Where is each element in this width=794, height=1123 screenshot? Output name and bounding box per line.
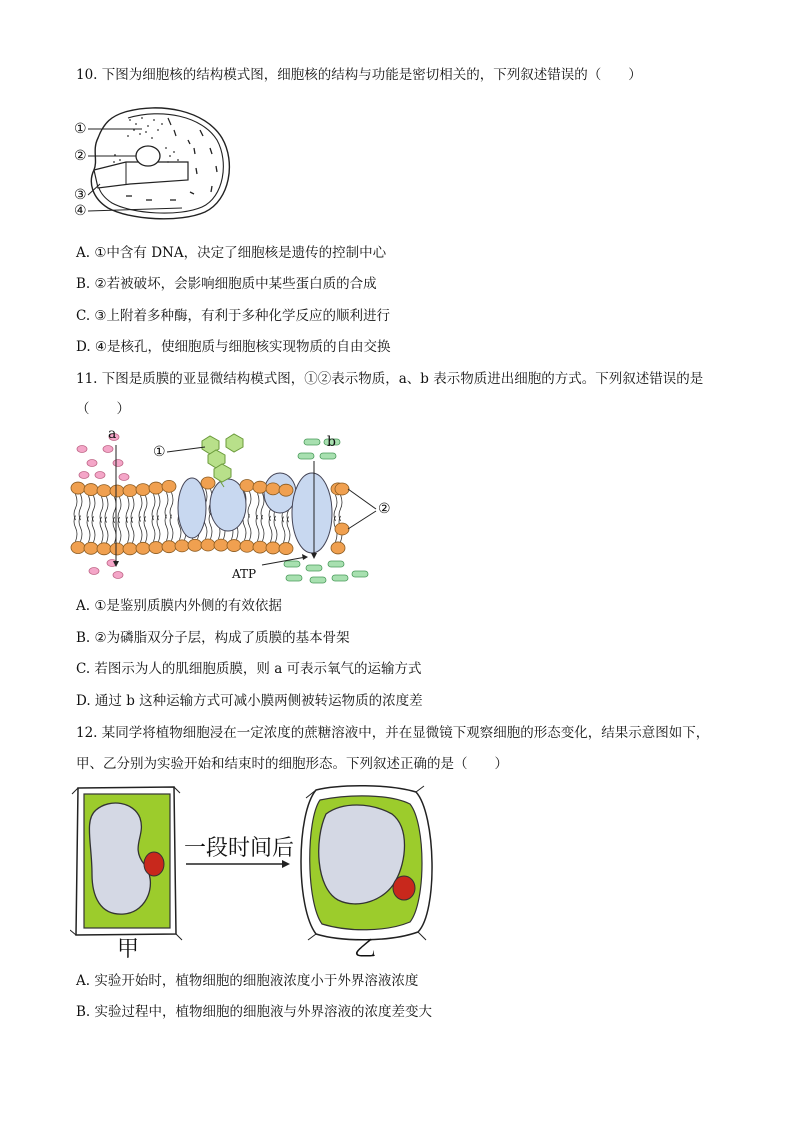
phospholipid-head xyxy=(97,543,111,555)
phospholipid-tail xyxy=(105,517,108,543)
phospholipid-head xyxy=(110,485,124,497)
phospholipid-tail xyxy=(87,516,90,542)
q10-stem: 10. 下图为细胞核的结构模式图，细胞核的结构与功能是密切相关的，下列叙述错误的（ ） xyxy=(76,67,642,83)
q12-arrow-text: 一段时间后 xyxy=(184,836,295,861)
phospholipid-head xyxy=(136,484,150,496)
q11-label-atp: ATP xyxy=(232,567,257,581)
phospholipid-tail xyxy=(87,496,90,522)
phospholipid-tail xyxy=(274,516,277,542)
phospholipid-head xyxy=(149,542,163,554)
phospholipid-tail xyxy=(92,516,95,542)
phospholipid-head xyxy=(188,539,202,551)
phospholipid-head xyxy=(71,542,85,554)
q11-option-d: D. 通过 b 这种运输方式可减小膜两侧被转运物质的浓度差 xyxy=(76,693,423,709)
q12-stem-line2: 甲、乙分别为实验开始和结束时的细胞形态。下列叙述正确的是（ ） xyxy=(76,756,508,772)
phospholipid-tail xyxy=(248,492,251,518)
q10-option-d: D. ④是核孔，使细胞质与细胞核实现物质的自由交换 xyxy=(76,339,391,355)
plasma-membrane-diagram xyxy=(70,425,410,585)
phospholipid-head xyxy=(240,540,254,552)
phospholipid-head xyxy=(279,484,293,496)
q12-option-b: B. 实验过程中，植物细胞的细胞液与外界溶液的浓度差变大 xyxy=(76,1004,433,1020)
q11-option-c: C. 若图示为人的肌细胞质膜，则 a 可表示氧气的运输方式 xyxy=(76,661,422,677)
phospholipid-tail xyxy=(126,517,129,543)
phospholipid-head xyxy=(279,543,293,555)
phospholipid-head xyxy=(123,485,137,497)
phospholipid-tail xyxy=(282,517,285,543)
q10-option-b: B. ②若被破坏，会影响细胞质中某些蛋白质的合成 xyxy=(76,276,377,292)
phospholipid-tail xyxy=(165,492,168,518)
phospholipid-head xyxy=(162,541,176,553)
q11-stem: 11. 下图是质膜的亚显微结构模式图，①②表示物质，a、b 表示物质进出细胞的方式。下列叙述错误的是 xyxy=(76,371,704,387)
q11-option-b: B. ②为磷脂双分子层，构成了质膜的基本骨架 xyxy=(76,630,350,646)
q11-stem-bracket: （ ） xyxy=(76,401,130,417)
phospholipid-head xyxy=(162,480,176,492)
phospholipid-head xyxy=(253,541,267,553)
phospholipid-head xyxy=(331,542,345,554)
q10-label-1: ① xyxy=(74,121,87,137)
phospholipid-head xyxy=(110,543,124,555)
phospholipid-tail xyxy=(170,515,173,541)
phospholipid-tail xyxy=(269,516,272,542)
phospholipid-head xyxy=(136,542,150,554)
phospholipid-tail xyxy=(139,516,142,542)
phospholipid-head xyxy=(97,485,111,497)
phospholipid-head xyxy=(253,481,267,493)
phospholipid-head xyxy=(227,540,241,552)
q10-option-c: C. ③上附着多种酶，有利于多种化学反应的顺利进行 xyxy=(76,308,391,324)
phospholipid-tail xyxy=(139,496,142,522)
q10-label-3: ③ xyxy=(74,187,87,203)
phospholipid-head xyxy=(123,543,137,555)
q10-label-2: ② xyxy=(74,148,87,164)
phospholipid-head xyxy=(335,483,349,495)
phospholipid-head xyxy=(266,483,280,495)
phospholipid-tail xyxy=(118,517,121,543)
phospholipid-tail xyxy=(100,517,103,543)
phospholipid-head xyxy=(240,480,254,492)
phospholipid-tail xyxy=(131,517,134,543)
q12-stem: 12. 某同学将植物细胞浸在一定浓度的蔗糖溶液中，并在显微镜下观察细胞的形态变化，结果示意图如下， xyxy=(76,725,710,741)
phospholipid-tail xyxy=(92,496,95,522)
q12-option-a: A. 实验开始时，植物细胞的细胞液浓度小于外界溶液浓度 xyxy=(76,973,419,989)
phospholipid-head xyxy=(149,482,163,494)
q11-label-a: a xyxy=(108,426,117,442)
phospholipid-head xyxy=(201,477,215,489)
phospholipid-head xyxy=(201,539,215,551)
phospholipid-head xyxy=(335,523,349,535)
q11-label-1: ① xyxy=(153,444,166,460)
phospholipid-tail xyxy=(170,492,173,518)
q12-cell-b-label: 乙 xyxy=(354,937,377,962)
nucleus-structure-diagram xyxy=(70,100,240,225)
q11-option-a: A. ①是鉴别质膜内外侧的有效依据 xyxy=(76,598,282,614)
phospholipid-head xyxy=(266,542,280,554)
q11-label-b: b xyxy=(327,434,336,450)
q12-cell-a-label: 甲 xyxy=(117,937,140,962)
q10-option-a: A. ①中含有 DNA，决定了细胞核是遗传的控制中心 xyxy=(76,245,387,261)
phospholipid-tail xyxy=(144,496,147,522)
q11-label-2: ② xyxy=(378,501,391,517)
phospholipid-head xyxy=(175,540,189,552)
phospholipid-tail xyxy=(248,514,251,540)
phospholipid-tail xyxy=(165,515,168,541)
phospholipid-head xyxy=(84,542,98,554)
phospholipid-tail xyxy=(144,516,147,542)
phospholipid-tail xyxy=(334,495,337,521)
phospholipid-tail xyxy=(287,517,290,543)
phospholipid-tail xyxy=(339,495,342,521)
phospholipid-head xyxy=(214,539,228,551)
phospholipid-head xyxy=(84,484,98,496)
q10-label-4: ④ xyxy=(74,203,87,219)
phospholipid-head xyxy=(71,482,85,494)
